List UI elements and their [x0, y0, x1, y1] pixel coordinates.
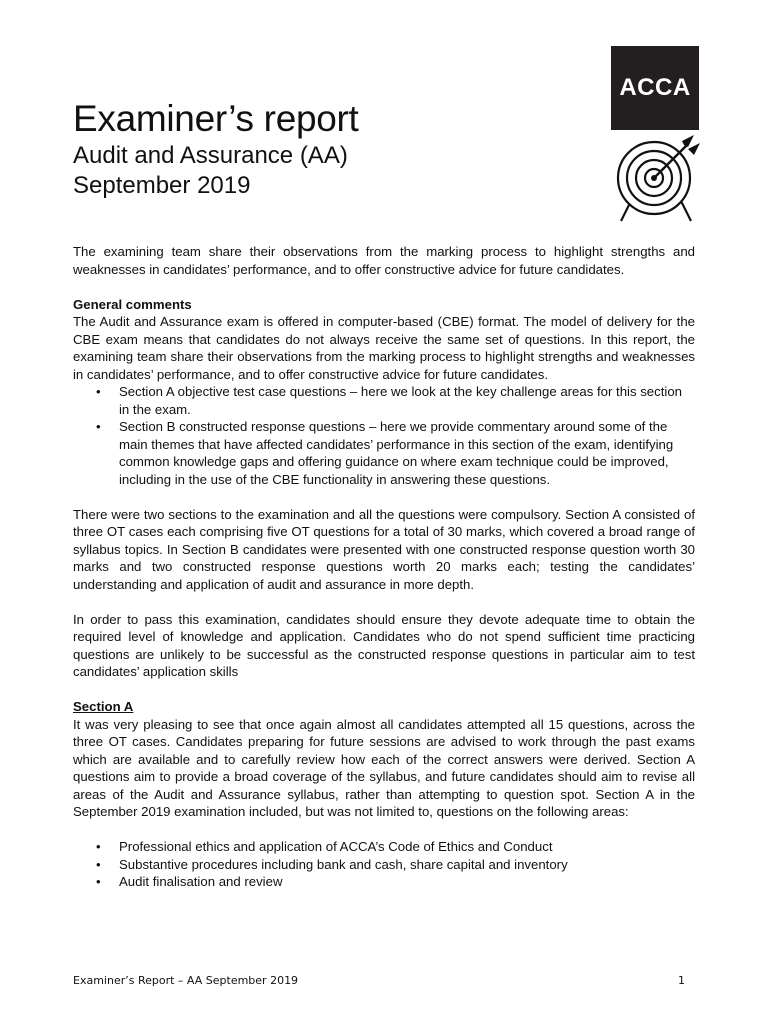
- section-a-heading: Section A: [73, 699, 134, 714]
- page-number: 1: [678, 974, 685, 987]
- section-a-bullet-list: [73, 838, 695, 891]
- exam-name: Audit and Assurance (AA): [73, 142, 348, 169]
- pass-advice-paragraph: In order to pass this examination, candidates should ensure they devote adequate time to obtain the required level of knowledge and application. Candidates who do not spend sufficient time practicing questions are unlikely to be successful as the constructed response questions in particular aim to test candidates’ application skills: [73, 611, 695, 679]
- list-item: • Professional ethics and application of ACCA’s Code of Ethics and Conduct: [73, 838, 695, 856]
- exam-session: September 2019: [73, 172, 251, 199]
- logo-text: ACCA: [619, 74, 691, 101]
- page-title: Examiner’s report: [73, 98, 359, 139]
- general-paragraph: The Audit and Assurance exam is offered in computer-based (CBE) format. The model of delivery for the CBE exam means that candidates do not always receive the same set of questions. In this report, the examining team share their observations from the marking process to highlight strengths and weaknesses in candidates’ performance, and to offer constructive advice for future candidates.: [73, 314, 695, 382]
- sections-paragraph: There were two sections to the examination and all the questions were compulsory. Section A consisted of three OT cases each comprising five OT questions for a total of 30 marks, which covered a broad range of syllabus topics. In Section B candidates were presented with one constructed response question worth 30 marks and two constructed response questions worth 20 marks each; testing the candidates’ understanding and application of audit and assurance in more depth.: [73, 506, 695, 592]
- report-body: [73, 243, 695, 891]
- general-comments-heading: General comments: [73, 296, 192, 312]
- list-item: • Substantive procedures including bank and cash, share capital and inventory: [73, 856, 695, 874]
- target-with-arrow-icon: [608, 133, 704, 225]
- acca-logo: [611, 46, 699, 130]
- list-item: • Section A objective test case questions – here we look at the key challenge areas for this section in the exam.: [73, 383, 695, 418]
- section-a-paragraph: It was very pleasing to see that once again almost all candidates attempted all 15 questions, across the three OT cases. Candidates preparing for future sessions are advised to work through the past exams which are available and to carefully review how each of the correct answers were derived. Section A questions aim to provide a broad coverage of the syllabus, and future candidates should aim to revise all areas of the Audit and Assurance syllabus, rather than attempting to question spot. Section A in the September 2019 examination included, but was not limited to, questions on the following areas:: [73, 716, 695, 819]
- list-item: • Audit finalisation and review: [73, 873, 695, 891]
- footer-title: Examiner’s Report – AA September 2019: [73, 974, 299, 987]
- general-bullet-list: [73, 383, 695, 488]
- report-subtitle: [73, 141, 348, 201]
- list-item: • Section B constructed response questions – here we provide commentary around some of the main themes that have affected candidates’ performance in this section of the exam, identifying common knowledge gaps and offering guidance on where exam technique could be improved, including in the use of the CBE functionality in answering these questions.: [73, 418, 695, 488]
- intro-paragraph: The examining team share their observations from the marking process to highlight strengths and weaknesses in candidates’ performance, and to offer constructive advice for future candidates.: [73, 244, 695, 277]
